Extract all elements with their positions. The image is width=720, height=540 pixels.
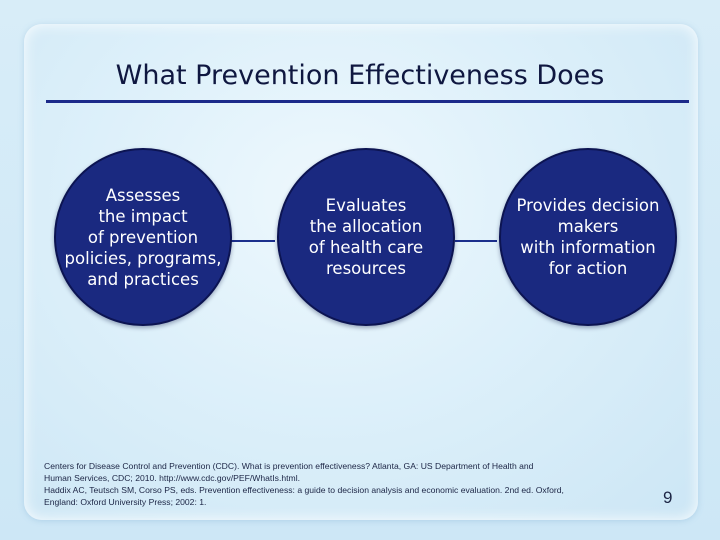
citation-text: Centers for Disease Control and Prevention (CDC). What is prevention effectiveness? Atlanta, GA: US Department of Health and Human Services, CDC; 2010. http://www.cdc.gov/PEF/WhatIs.html. Haddix AC, Teutsch SM, Corso PS, eds. Prevention effectiveness: a guide to decision analysis and economic evaluation. 2nd ed. Oxford, England: Oxford University Press; 2002: 1. <box>44 461 564 507</box>
title-underline <box>46 100 689 103</box>
circle-evaluates <box>277 148 455 326</box>
page-number: 9 <box>663 488 673 507</box>
circle-provides-text: Provides decision makers with information for action <box>516 196 660 278</box>
circle-evaluates-text: Evaluates the allocation of health care resources <box>308 196 424 278</box>
slide-title: What Prevention Effectiveness Does <box>115 60 605 91</box>
connector-line-1 <box>225 240 275 242</box>
circle-assesses-text: Assesses the impact of prevention policies, programs, and practices <box>64 185 222 289</box>
circle-assesses <box>54 148 232 326</box>
circle-provides <box>499 148 677 326</box>
connector-line-2 <box>455 240 497 242</box>
